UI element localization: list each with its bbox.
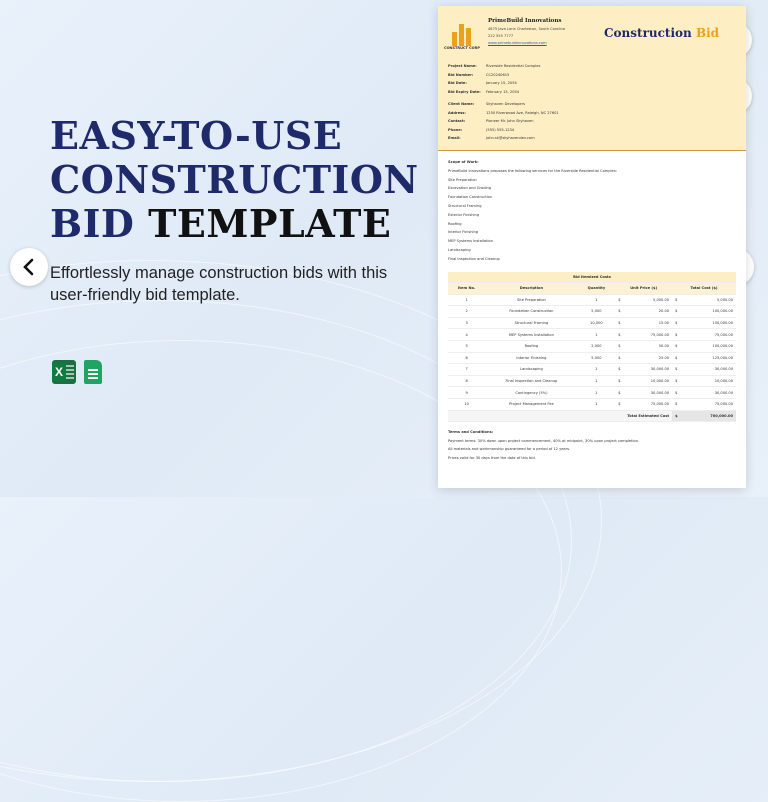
table-cell: 5,000.00 xyxy=(633,294,672,306)
table-cell: 5,000 xyxy=(578,352,616,364)
table-cell: 75,000.00 xyxy=(690,398,736,410)
table-cell: 30,000.00 xyxy=(633,387,672,399)
table-row xyxy=(448,294,736,306)
info-value: CC20240615 xyxy=(486,72,510,77)
table-cell: Site Preparation xyxy=(485,294,577,306)
client-info-row xyxy=(448,136,535,140)
table-cell: 75,000.00 xyxy=(633,398,672,410)
table-cell: 1 xyxy=(578,398,616,410)
project-info-row xyxy=(448,81,517,85)
table-row xyxy=(448,329,736,341)
table-row xyxy=(448,306,736,318)
scope-item: Structural Framing xyxy=(448,203,482,208)
table-row xyxy=(448,340,736,352)
table-cell: Landscaping xyxy=(485,364,577,376)
table-cell: 2 xyxy=(448,306,485,318)
table-row xyxy=(448,387,736,399)
company-logo-icon xyxy=(448,18,476,46)
table-cell: 10,000.00 xyxy=(633,375,672,387)
terms-item: Prices valid for 30 days from the date of this bid. xyxy=(448,455,536,460)
table-cell: $ xyxy=(615,340,633,352)
table-cell: $ xyxy=(672,387,690,399)
info-value: Pioneer Mr. John Skyhaven xyxy=(486,119,534,123)
info-value: February 15, 2054 xyxy=(486,89,520,94)
table-cell: $ xyxy=(672,317,690,329)
info-value: January 15, 2054 xyxy=(486,81,517,85)
table-cell: $ xyxy=(672,352,690,364)
table-cell: Contingency (5%) xyxy=(485,387,577,399)
table-cell: $ xyxy=(672,375,690,387)
headline-line-1: EASY-TO-USE xyxy=(50,113,343,158)
logo-text: CONSTRUCT CORP xyxy=(444,46,480,50)
table-cell: $ xyxy=(672,294,690,306)
table-cell: Interior Finishing xyxy=(485,352,577,364)
terms-item: All materials and workmanship guaranteed for a period of 12 years. xyxy=(448,447,571,451)
info-label: Bid Number: xyxy=(448,72,474,77)
scope-item: MEP Systems Installation xyxy=(448,239,494,244)
column-header: Unit Price ($) xyxy=(615,283,672,295)
table-cell: $ xyxy=(615,375,633,387)
table-cell: $ xyxy=(615,317,633,329)
header-divider xyxy=(438,150,746,151)
table-cell: 10,000 xyxy=(578,317,616,329)
table-cell: 1 xyxy=(578,364,616,376)
scope-item: Final Inspection and Cleanup xyxy=(448,256,500,261)
chevron-left-icon xyxy=(22,258,36,276)
table-cell: 1 xyxy=(578,329,616,341)
table-cell: 50.00 xyxy=(633,340,672,352)
table-cell: $ xyxy=(672,329,690,341)
table-row xyxy=(448,398,736,410)
scope-item: Landscaping xyxy=(448,247,471,252)
table-cell: 1 xyxy=(578,294,616,306)
client-info-row xyxy=(448,111,559,115)
document-title-main: Construction xyxy=(604,26,692,40)
table-cell: 20.00 xyxy=(633,306,672,318)
table-cell: 75,000.00 xyxy=(690,329,736,341)
info-label: Contact: xyxy=(448,119,466,123)
table-cell: $ xyxy=(615,329,633,341)
info-value: 1250 Riverwood Ave, Raleigh, NC 27601 xyxy=(486,110,559,115)
table-cell: 1 xyxy=(578,375,616,387)
table-cell: $ xyxy=(672,306,690,318)
table-cell: Foundation Construction xyxy=(485,306,577,318)
info-label: Bid Date: xyxy=(448,81,467,85)
terms-heading: Terms and Conditions: xyxy=(448,430,494,434)
info-label: Client Name: xyxy=(448,102,475,106)
table-cell: 1 xyxy=(448,294,485,306)
info-label: Bid Expiry Date: xyxy=(448,89,481,94)
headline xyxy=(50,114,430,246)
table-cell: $ xyxy=(615,387,633,399)
info-label: Email: xyxy=(448,136,461,140)
app-icons xyxy=(52,360,102,384)
table-cell: 100,000.00 xyxy=(690,340,736,352)
table-cell: Roofing xyxy=(485,340,577,352)
headline-line-2: CONSTRUCTION xyxy=(50,157,419,202)
info-label: Phone: xyxy=(448,127,463,132)
info-value: Riverside Residential Complex xyxy=(486,64,541,68)
table-cell: 9 xyxy=(448,387,485,399)
table-cell: 5,000.00 xyxy=(690,294,736,306)
document-header xyxy=(438,6,746,150)
scope-item: Roofing xyxy=(448,221,462,226)
table-cell: 100,000.00 xyxy=(690,306,736,318)
client-info-row xyxy=(448,119,534,123)
table-caption: Bid Itemized Costs xyxy=(448,272,736,283)
table-row xyxy=(448,375,736,387)
total-row xyxy=(448,410,736,422)
info-label: Project Name: xyxy=(448,64,477,68)
table-cell: 10 xyxy=(448,398,485,410)
scope-intro: PrimeBuild Innovations proposes the following services for the Riverside Residential Complex: xyxy=(448,168,618,173)
company-address: 4875 Java Lane Charleston, South Carolina xyxy=(488,27,565,31)
subtitle: Effortlessly manage construction bids with this user-friendly bid template. xyxy=(50,264,388,304)
table-cell: 4 xyxy=(448,329,485,341)
client-info-row xyxy=(448,128,514,132)
scope-item: Interior Finishing xyxy=(448,230,479,235)
terms-and-conditions xyxy=(448,428,639,462)
document-title-accent: Bid xyxy=(695,26,720,40)
company-website-link[interactable]: www.primebuildinnovations.com xyxy=(488,41,547,45)
table-cell: 125,000.00 xyxy=(690,352,736,364)
scope-item: Excavation and Grading xyxy=(448,186,492,191)
total-currency: $ xyxy=(672,410,690,422)
table-cell: 15.00 xyxy=(633,317,672,329)
table-cell: $ xyxy=(615,306,633,318)
table-cell: 7 xyxy=(448,364,485,376)
table-cell: 2,000 xyxy=(578,340,616,352)
project-info-row xyxy=(448,73,509,77)
column-header: Description xyxy=(485,283,577,295)
scope-item: Foundation Construction xyxy=(448,195,493,200)
table-row xyxy=(448,364,736,376)
table-cell: 3 xyxy=(448,317,485,329)
table-cell: 150,000.00 xyxy=(690,317,736,329)
column-header: Quantity xyxy=(578,283,616,295)
bid-document-preview xyxy=(438,6,746,488)
total-label: Total Estimated Cost xyxy=(448,410,672,422)
table-row xyxy=(448,352,736,364)
table-cell: 30,000.00 xyxy=(690,387,736,399)
table-cell: $ xyxy=(615,352,633,364)
table-cell: 30,000.00 xyxy=(690,364,736,376)
previous-button[interactable] xyxy=(10,248,48,286)
document-title xyxy=(604,26,719,40)
table-row xyxy=(448,317,736,329)
info-value: Skyhaven Developers xyxy=(486,102,525,106)
google-sheets-icon xyxy=(84,360,102,384)
info-label: Address: xyxy=(448,110,466,115)
project-info-row xyxy=(448,64,541,68)
scope-heading: Scope of Work: xyxy=(448,160,479,164)
table-cell: $ xyxy=(615,294,633,306)
column-header: Item No. xyxy=(448,283,485,295)
table-cell: $ xyxy=(672,340,690,352)
table-cell: Project Management Fee xyxy=(485,398,577,410)
scope-of-work xyxy=(448,158,617,264)
itemized-costs-table xyxy=(448,272,736,422)
headline-word-template: TEMPLATE xyxy=(148,201,392,246)
table-cell: 30,000.00 xyxy=(633,364,672,376)
table-cell: 5 xyxy=(448,340,485,352)
info-value: john.sk@skyhavendev.com xyxy=(486,136,535,140)
table-cell: 25.00 xyxy=(633,352,672,364)
column-header: Total Cost ($) xyxy=(672,283,736,295)
table-cell: 8 xyxy=(448,375,485,387)
table-cell: 5,000 xyxy=(578,306,616,318)
table-cell: $ xyxy=(672,398,690,410)
table-cell: MEP Systems Installation xyxy=(485,329,577,341)
table-cell: 1 xyxy=(578,387,616,399)
company-phone: 222 555 7777 xyxy=(488,34,514,38)
table-cell: 10,000.00 xyxy=(690,375,736,387)
table-cell: 6 xyxy=(448,352,485,364)
company-name: PrimeBuild Innovations xyxy=(488,18,562,24)
excel-icon xyxy=(52,360,76,384)
headline-word-bid: BID xyxy=(50,201,135,246)
client-info-row xyxy=(448,102,525,106)
headline-line-3 xyxy=(50,202,430,246)
total-value: 700,000.00 xyxy=(690,410,736,422)
info-value: (555) 555-1234 xyxy=(486,127,515,132)
table-cell: 75,000.00 xyxy=(633,329,672,341)
table-cell: $ xyxy=(615,364,633,376)
project-info-row xyxy=(448,90,519,94)
table-cell: Structural Framing xyxy=(485,317,577,329)
scope-item: Site Preparation xyxy=(448,177,477,182)
table-cell: $ xyxy=(615,398,633,410)
table-cell: $ xyxy=(672,364,690,376)
terms-item: Payment terms: 30% down upon project commencement, 40% at midpoint, 30% upon project completion. xyxy=(448,438,640,443)
scope-item: Exterior Finishing xyxy=(448,212,480,217)
table-cell: Final Inspection and Cleanup xyxy=(485,375,577,387)
